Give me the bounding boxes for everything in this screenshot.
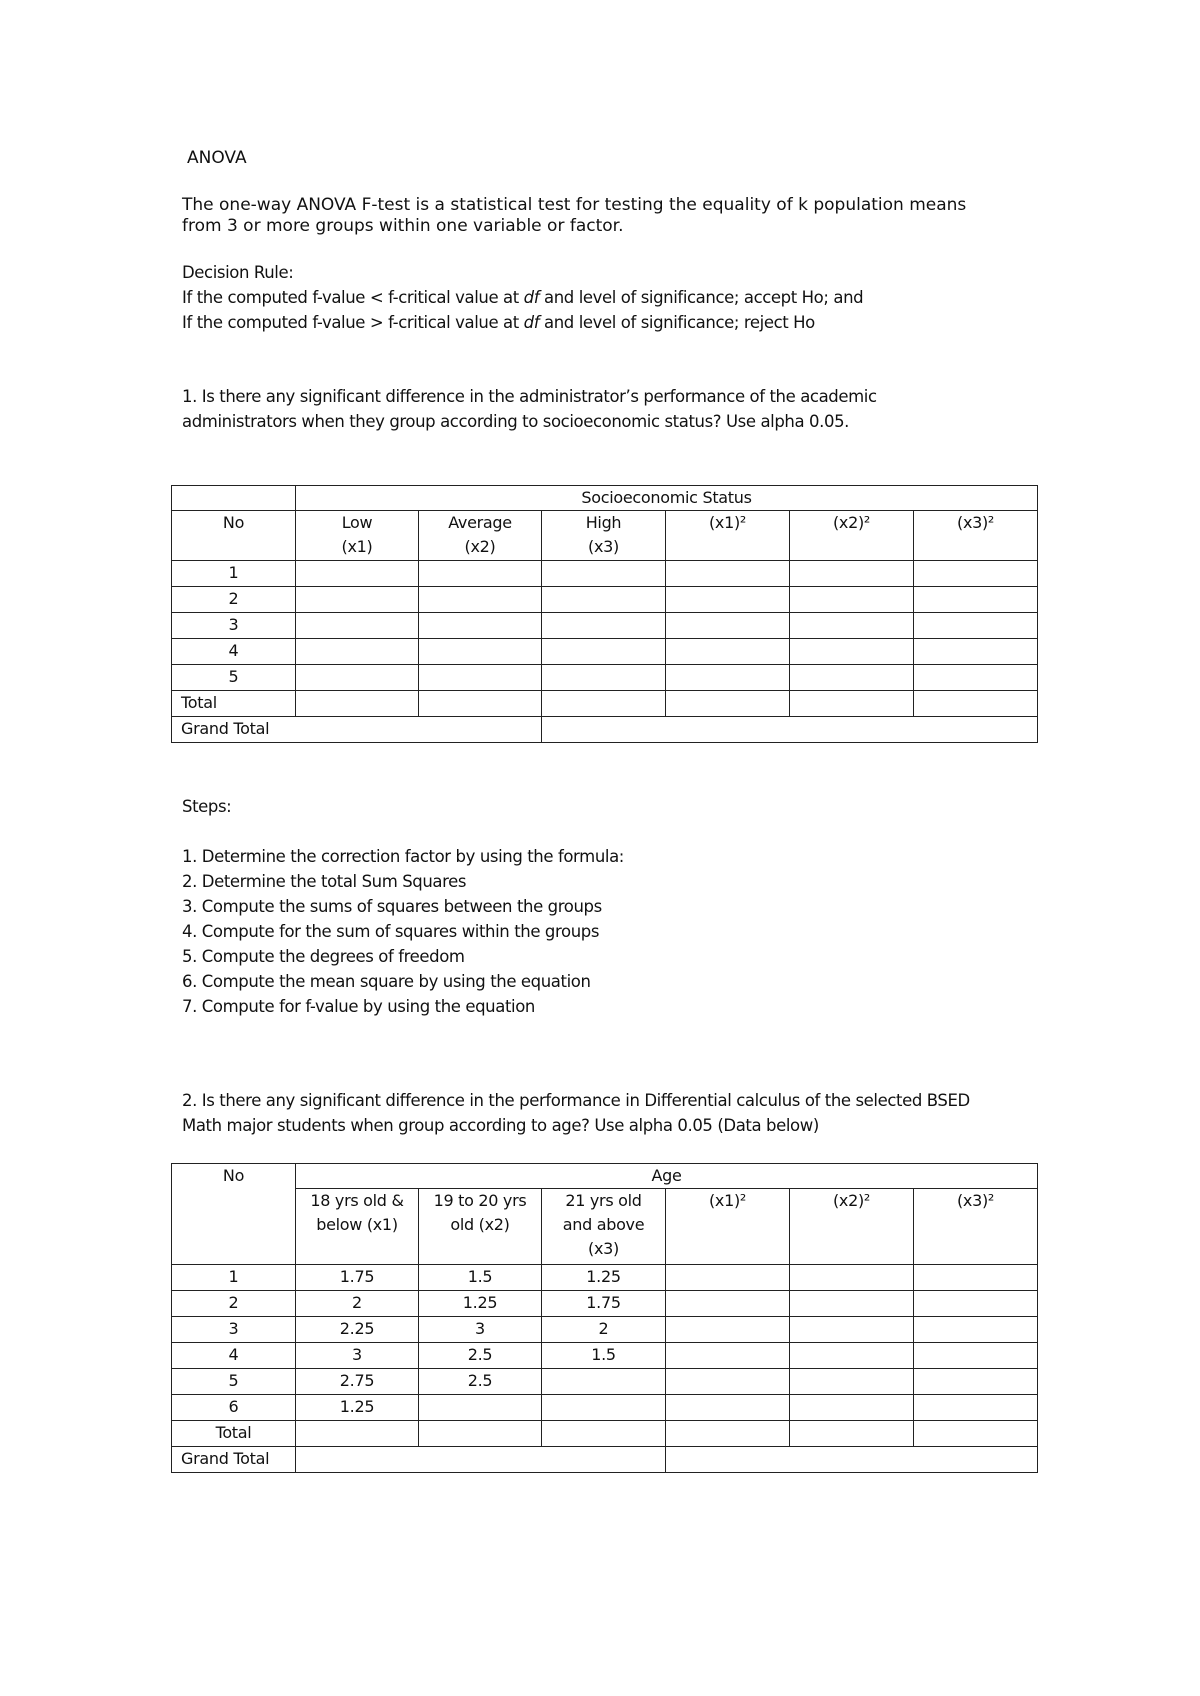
table-header: High (x3) bbox=[542, 511, 666, 561]
table-row: 5 bbox=[172, 665, 1038, 691]
table-cell bbox=[172, 486, 296, 511]
table-header: (x3)² bbox=[914, 511, 1038, 561]
table-header-group: Socioeconomic Status bbox=[296, 486, 1038, 511]
question-2-line-1: 2. Is there any significant difference in the performance in Differential calculus of the selected BSED bbox=[182, 1091, 970, 1110]
step-item: 6. Compute the mean square by using the equation bbox=[182, 972, 591, 991]
intro-line-2: from 3 or more groups within one variable or factor. bbox=[182, 216, 624, 236]
table-header: 18 yrs old & below (x1) bbox=[296, 1189, 419, 1265]
steps-heading: Steps: bbox=[182, 797, 232, 816]
decision-rule-line-1: If the computed f-value < f-critical value at df and level of significance; accept Ho; and bbox=[182, 288, 864, 307]
table-header: (x2)² bbox=[790, 511, 914, 561]
table-row: 3 bbox=[172, 613, 1038, 639]
table-row: 5 2.75 2.5 bbox=[172, 1369, 1038, 1395]
question-1-line-1: 1. Is there any significant difference in the administrator’s performance of the academic bbox=[182, 387, 877, 406]
table-row: 2 2 1.25 1.75 bbox=[172, 1291, 1038, 1317]
table-header: (x3)² bbox=[914, 1189, 1038, 1265]
table-row: 4 3 2.5 1.5 bbox=[172, 1343, 1038, 1369]
table-row: 6 1.25 bbox=[172, 1395, 1038, 1421]
table-header: Low (x1) bbox=[296, 511, 419, 561]
table-header-no: No bbox=[172, 511, 296, 561]
step-item: 3. Compute the sums of squares between the groups bbox=[182, 897, 602, 916]
table-row: 1 bbox=[172, 561, 1038, 587]
table-header: (x1)² bbox=[666, 511, 790, 561]
table-header: (x1)² bbox=[666, 1189, 790, 1265]
decision-rule-heading: Decision Rule: bbox=[182, 263, 294, 282]
table-row: 1 1.75 1.5 1.25 bbox=[172, 1265, 1038, 1291]
step-item: 2. Determine the total Sum Squares bbox=[182, 872, 467, 891]
table-row-grand-total: Grand Total bbox=[172, 1447, 1038, 1473]
table-header: 19 to 20 yrs old (x2) bbox=[419, 1189, 542, 1265]
table-header-no: No bbox=[172, 1164, 296, 1265]
table-row-total: Total bbox=[172, 1421, 1038, 1447]
table-header: (x2)² bbox=[790, 1189, 914, 1265]
intro-line-1: The one-way ANOVA F-test is a statistical test for testing the equality of k population means bbox=[182, 195, 967, 215]
table-row-grand-total: Grand Total bbox=[172, 717, 1038, 743]
decision-rule-line-2: If the computed f-value > f-critical value at df and level of significance; reject Ho bbox=[182, 313, 815, 332]
step-item: 5. Compute the degrees of freedom bbox=[182, 947, 465, 966]
page-title: ANOVA bbox=[187, 148, 247, 168]
table-row-total: Total bbox=[172, 691, 1038, 717]
table-row: 2 bbox=[172, 587, 1038, 613]
step-item: 1. Determine the correction factor by using the formula: bbox=[182, 847, 624, 866]
table-row: 3 2.25 3 2 bbox=[172, 1317, 1038, 1343]
step-item: 7. Compute for f-value by using the equation bbox=[182, 997, 535, 1016]
table-header: Average (x2) bbox=[419, 511, 542, 561]
step-item: 4. Compute for the sum of squares within the groups bbox=[182, 922, 600, 941]
table-header-group: Age bbox=[296, 1164, 1038, 1189]
age-table bbox=[171, 1163, 1038, 1473]
table-row: 4 bbox=[172, 639, 1038, 665]
question-1-line-2: administrators when they group according to socioeconomic status? Use alpha 0.05. bbox=[182, 412, 850, 431]
table-header: 21 yrs old and above (x3) bbox=[542, 1189, 666, 1265]
question-2-line-2: Math major students when group according to age? Use alpha 0.05 (Data below) bbox=[182, 1116, 819, 1135]
socioeconomic-table bbox=[171, 485, 1038, 743]
